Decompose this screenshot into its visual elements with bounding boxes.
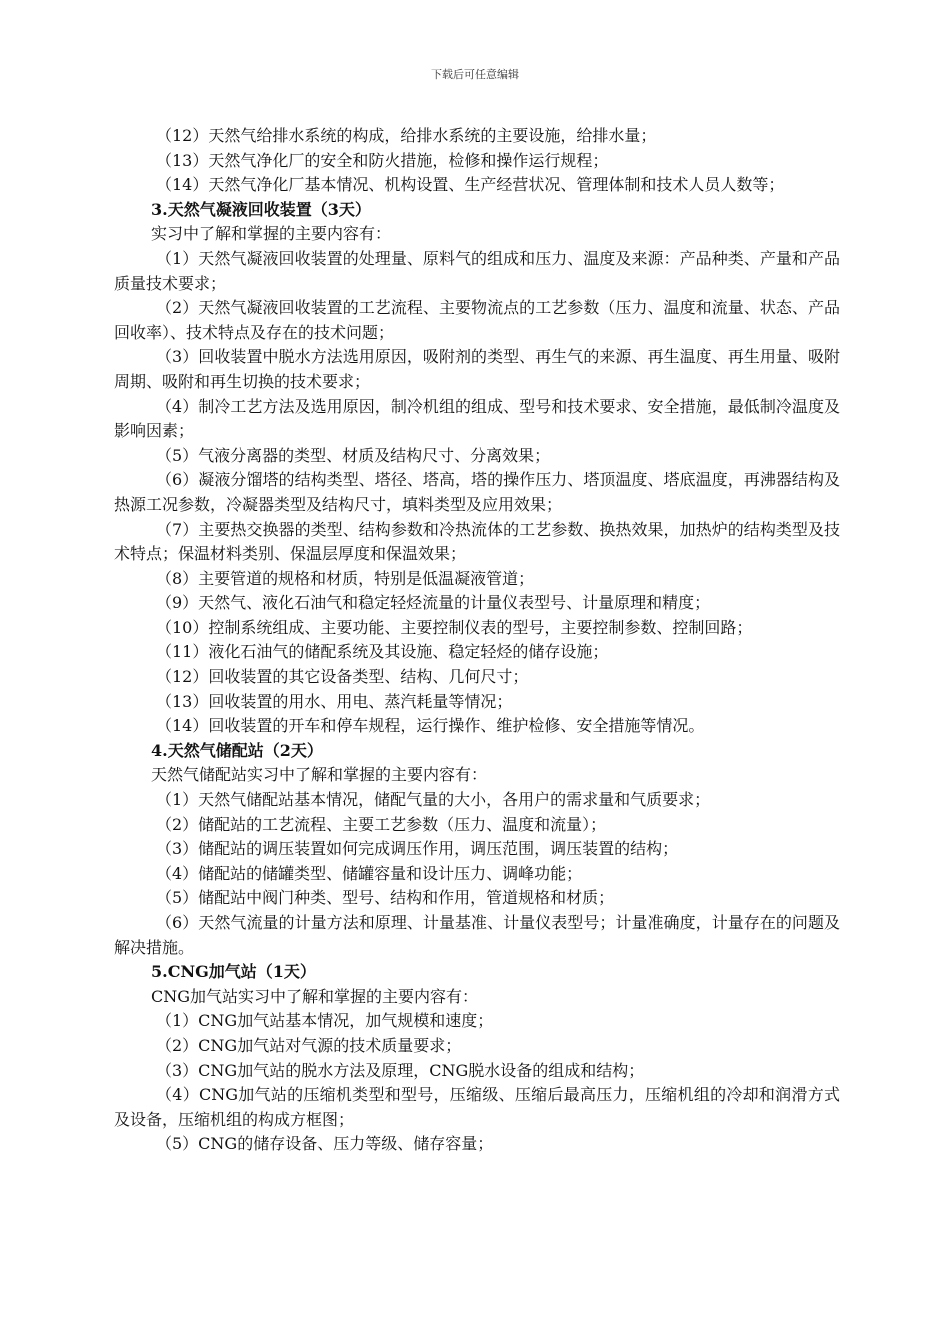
list-item: （7）主要热交换器的类型、结构参数和冷热流体的工艺参数、换热效果，加热炉的结构类型及技术特点；保温材料类别、保温层厚度和保温效果； <box>114 519 840 564</box>
section-heading: 3.天然气凝液回收装置（3天） <box>151 199 371 219</box>
document-body <box>114 124 840 1157</box>
list-item: （4）储配站的储罐类型、储罐容量和设计压力、调峰功能； <box>156 863 583 883</box>
list-item: （8）主要管道的规格和材质，特别是低温凝液管道； <box>156 568 535 588</box>
section-heading: 4.天然气储配站（2天） <box>151 740 323 760</box>
list-item: （12）天然气给排水系统的构成，给排水系统的主要设施，给排水量； <box>156 126 657 145</box>
list-item: （2）天然气凝液回收装置的工艺流程、主要物流点的工艺参数（压力、温度和流量、状态、产品回收率）、技术特点及存在的技术问题； <box>114 298 840 342</box>
list-item: （2）储配站的工艺流程、主要工艺参数（压力、温度和流量）； <box>156 814 607 834</box>
list-item: （10）控制系统组成、主要功能、主要控制仪表的型号，主要控制参数、控制回路； <box>156 617 753 637</box>
page-header-note: 下载后可任意编辑 <box>431 68 519 81</box>
list-item: （13）天然气净化厂的安全和防火措施，检修和操作运行规程； <box>156 150 609 170</box>
section-heading: 5.CNG加气站（1天） <box>151 962 316 982</box>
list-item: （14）回收装置的开车和停车规程，运行操作、维护检修、安全措施等情况。 <box>156 716 705 736</box>
list-item: （9）天然气、液化石油气和稳定轻烃流量的计量仪表型号、计量原理和精度； <box>156 593 711 613</box>
list-item: （6）天然气流量的计量方法和原理、计量基准、计量仪表型号；计量准确度，计量存在的问题及解决措施。 <box>114 913 840 957</box>
list-item: （1）天然气凝液回收装置的处理量、原料气的组成和压力、温度及来源：产品种类、产量和产品质量技术要求； <box>114 248 840 293</box>
list-item: （1）CNG加气站基本情况，加气规模和速度； <box>156 1011 494 1031</box>
list-item: （3）回收装置中脱水方法选用原因，吸附剂的类型、再生气的来源、再生温度、再生用量、吸附周期、吸附和再生切换的技术要求； <box>114 347 840 391</box>
list-item: （4）CNG加气站的压缩机类型和型号，压缩级、压缩后最高压力，压缩机组的冷却和润滑方式及设备，压缩机组的构成方框图； <box>114 1085 840 1129</box>
list-item: （2）CNG加气站对气源的技术质量要求； <box>156 1035 462 1055</box>
list-item: （12）回收装置的其它设备类型、结构、几何尺寸； <box>156 667 529 687</box>
list-item: （1）天然气储配站基本情况，储配气量的大小，各用户的需求量和气质要求； <box>156 790 711 810</box>
list-item: （6）凝液分馏塔的结构类型、塔径、塔高，塔的操作压力、塔顶温度、塔底温度，再沸器结构及热源工况参数，冷凝器类型及结构尺寸，填料类型及应用效果； <box>114 470 840 514</box>
list-item: （11）液化石油气的储配系统及其设施、稳定轻烃的储存设施； <box>156 642 609 662</box>
list-item: （14）天然气净化厂基本情况、机构设置、生产经营状况、管理体制和技术人员人数等； <box>156 175 785 195</box>
list-item: （5）CNG的储存设备、压力等级、储存容量； <box>156 1134 494 1154</box>
list-item: （3）CNG加气站的脱水方法及原理，CNG脱水设备的组成和结构； <box>156 1060 645 1080</box>
list-item: （5）储配站中阀门种类、型号、结构和作用，管道规格和材质； <box>156 888 615 908</box>
list-item: （4）制冷工艺方法及选用原因，制冷机组的组成、型号和技术要求、安全措施，最低制冷温度及影响因素； <box>114 396 840 441</box>
list-item: （3）储配站的调压装置如何完成调压作用，调压范围，调压装置的结构； <box>156 839 679 859</box>
section-intro: 实习中了解和掌握的主要内容有： <box>151 224 392 244</box>
section-intro: 天然气储配站实习中了解和掌握的主要内容有： <box>151 765 488 785</box>
list-item: （13）回收装置的用水、用电、蒸汽耗量等情况； <box>156 691 513 711</box>
section-intro: CNG加气站实习中了解和掌握的主要内容有： <box>151 986 479 1006</box>
list-item: （5）气液分离器的类型、材质及结构尺寸、分离效果； <box>156 445 551 465</box>
